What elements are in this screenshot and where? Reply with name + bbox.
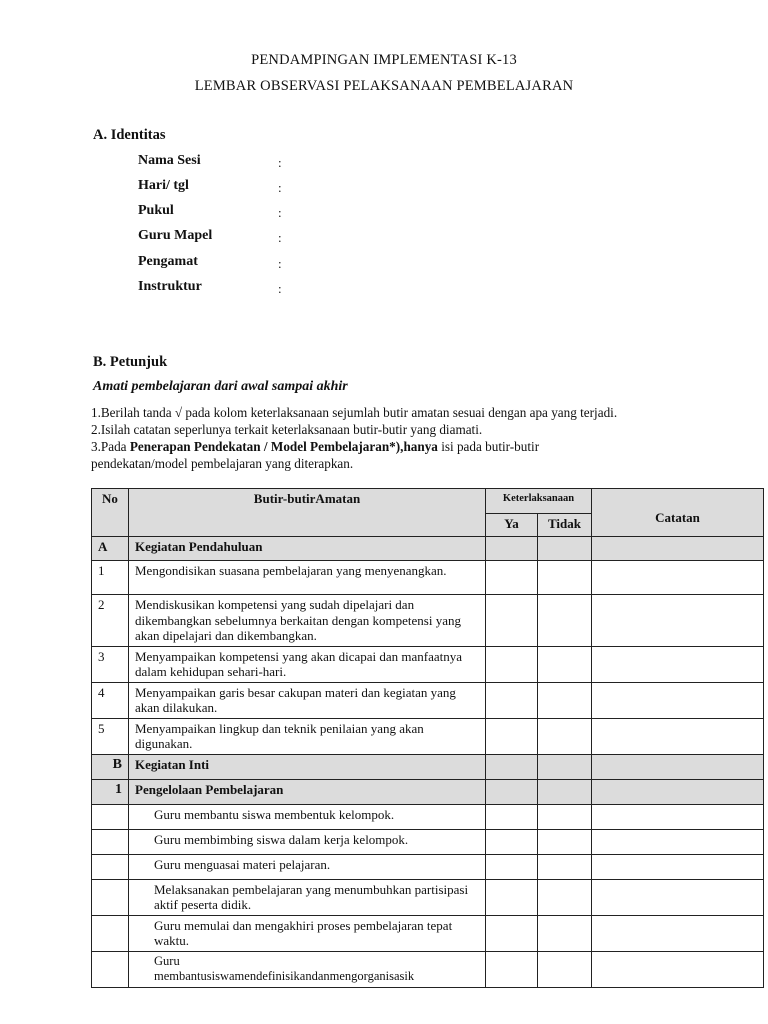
field-colon: : <box>278 256 282 271</box>
row-number <box>92 854 129 879</box>
ya-cell[interactable] <box>486 561 538 595</box>
instruction-line-3-start: 3.Pada <box>91 439 130 454</box>
row-text: Menyampaikan garis besar cakupan materi dan kegiatan yang akan dilakukan. <box>129 682 486 718</box>
tidak-cell[interactable] <box>538 537 592 561</box>
page-title: PENDAMPINGAN IMPLEMENTASI K-13 <box>251 52 517 68</box>
tidak-cell[interactable] <box>538 804 592 829</box>
table-row <box>92 804 764 829</box>
subsection-row-b1 <box>92 779 764 804</box>
catatan-cell[interactable] <box>592 682 764 718</box>
tidak-cell[interactable] <box>538 829 592 854</box>
field-label-guru-mapel: Guru Mapel <box>138 228 213 243</box>
table-row <box>92 561 764 595</box>
ya-cell[interactable] <box>486 754 538 779</box>
instructions-subtitle: Amati pembelajaran dari awal sampai akhir <box>93 379 348 394</box>
tidak-cell[interactable] <box>538 595 592 647</box>
row-number <box>92 951 129 987</box>
section-a-heading: A. Identitas <box>93 127 166 143</box>
instructions-block <box>91 404 763 472</box>
field-colon: : <box>278 205 282 220</box>
ya-cell[interactable] <box>486 646 538 682</box>
row-number <box>92 804 129 829</box>
catatan-cell[interactable] <box>592 646 764 682</box>
row-text-guru: Guru <box>154 953 180 968</box>
catatan-cell[interactable] <box>592 754 764 779</box>
ya-cell[interactable] <box>486 915 538 951</box>
field-colon: : <box>278 281 282 296</box>
table-row <box>92 718 764 754</box>
field-label-pukul: Pukul <box>138 203 174 218</box>
section-b-label: Kegiatan Inti <box>129 754 486 779</box>
header-tidak: Tidak <box>538 514 592 537</box>
catatan-cell[interactable] <box>592 595 764 647</box>
row-number <box>92 879 129 915</box>
section-row-b <box>92 754 764 779</box>
field-colon: : <box>278 180 282 195</box>
table-row <box>92 915 764 951</box>
catatan-cell[interactable] <box>592 854 764 879</box>
page-subtitle: LEMBAR OBSERVASI PELAKSANAAN PEMBELAJARAN <box>194 78 574 94</box>
tidak-cell[interactable] <box>538 779 592 804</box>
catatan-cell[interactable] <box>592 879 764 915</box>
row-number: 4 <box>92 682 129 718</box>
row-number: 1 <box>92 561 129 595</box>
ya-cell[interactable] <box>486 537 538 561</box>
row-number <box>92 915 129 951</box>
row-text: Menyampaikan lingkup dan teknik penilaian yang akan digunakan. <box>129 718 486 754</box>
section-b-no: B <box>92 754 129 779</box>
catatan-cell[interactable] <box>592 951 764 987</box>
ya-cell[interactable] <box>486 595 538 647</box>
row-text: Guru menguasai materi pelajaran. <box>129 854 486 879</box>
tidak-cell[interactable] <box>538 561 592 595</box>
header-no: No <box>92 489 129 537</box>
field-colon: : <box>278 230 282 245</box>
field-label-nama-sesi: Nama Sesi <box>138 153 201 168</box>
section-a-no: A <box>92 537 129 561</box>
instruction-line-1: 1.Berilah tanda √ pada kolom keterlaksanaan sejumlah butir amatan sesuai dengan apa yang terjadi. <box>91 405 618 420</box>
catatan-cell[interactable] <box>592 718 764 754</box>
table-header-row <box>92 489 764 514</box>
row-text: Guru membimbing siswa dalam kerja kelompok. <box>129 829 486 854</box>
instruction-line-3 <box>91 438 763 455</box>
header-ya: Ya <box>486 514 538 537</box>
section-row-a <box>92 537 764 561</box>
ya-cell[interactable] <box>486 879 538 915</box>
tidak-cell[interactable] <box>538 915 592 951</box>
tidak-cell[interactable] <box>538 682 592 718</box>
field-label-instruktur: Instruktur <box>138 279 202 294</box>
ya-cell[interactable] <box>486 804 538 829</box>
row-text <box>129 951 486 987</box>
instruction-line-3-end: isi pada butir-butir <box>437 439 540 454</box>
header-butir-amatan: Butir-butirAmatan <box>129 489 486 537</box>
tidak-cell[interactable] <box>538 646 592 682</box>
row-text: Guru membantu siswa membentuk kelompok. <box>129 804 486 829</box>
table-row <box>92 854 764 879</box>
catatan-cell[interactable] <box>592 829 764 854</box>
subsection-b1-no: 1 <box>92 779 129 804</box>
tidak-cell[interactable] <box>538 854 592 879</box>
tidak-cell[interactable] <box>538 754 592 779</box>
row-text: Menyampaikan kompetensi yang akan dicapai dan manfaatnya dalam kehidupan sehari-hari. <box>129 646 486 682</box>
row-text: Mendiskusikan kompetensi yang sudah dipelajari dan dikembangkan sebelumnya berkaitan dengan kompetensi yang akan dipelajari dan dikembangkan. <box>129 595 486 647</box>
ya-cell[interactable] <box>486 854 538 879</box>
row-number: 2 <box>92 595 129 647</box>
ya-cell[interactable] <box>486 779 538 804</box>
row-text: Mengondisikan suasana pembelajaran yang menyenangkan. <box>129 561 486 595</box>
field-colon: : <box>278 155 282 170</box>
table-row <box>92 829 764 854</box>
table-row <box>92 646 764 682</box>
catatan-cell[interactable] <box>592 804 764 829</box>
tidak-cell[interactable] <box>538 718 592 754</box>
row-text-cont: membantusiswamendefinisikandanmengorganisasik <box>154 969 415 983</box>
section-a-label: Kegiatan Pendahuluan <box>129 537 486 561</box>
catatan-cell[interactable] <box>592 915 764 951</box>
section-b-heading: B. Petunjuk <box>93 354 168 370</box>
catatan-cell[interactable] <box>592 779 764 804</box>
table-row <box>92 595 764 647</box>
observation-table <box>91 488 764 988</box>
ya-cell[interactable] <box>486 718 538 754</box>
field-label-pengamat: Pengamat <box>138 254 198 269</box>
instruction-line-2: 2.Isilah catatan seperlunya terkait keterlaksanaan butir-butir yang diamati. <box>91 422 483 437</box>
row-number: 5 <box>92 718 129 754</box>
tidak-cell[interactable] <box>538 879 592 915</box>
row-number: 3 <box>92 646 129 682</box>
header-keterlaksanaan: Keterlaksanaan <box>486 489 592 514</box>
instruction-line-4: pendekatan/model pembelajaran yang diterapkan. <box>91 456 354 471</box>
ya-cell[interactable] <box>486 829 538 854</box>
field-label-hari-tgl: Hari/ tgl <box>138 178 189 193</box>
subsection-b1-label: Pengelolaan Pembelajaran <box>129 779 486 804</box>
instruction-line-3-bold: Penerapan Pendekatan / Model Pembelajaran*),hanya <box>129 439 438 454</box>
row-text: Melaksanakan pembelajaran yang menumbuhkan partisipasi aktif peserta didik. <box>129 879 486 915</box>
header-catatan: Catatan <box>592 489 764 537</box>
catatan-cell[interactable] <box>592 561 764 595</box>
row-text: Guru memulai dan mengakhiri proses pembelajaran tepat waktu. <box>129 915 486 951</box>
table-row <box>92 879 764 915</box>
row-number <box>92 829 129 854</box>
tidak-cell[interactable] <box>538 951 592 987</box>
ya-cell[interactable] <box>486 951 538 987</box>
ya-cell[interactable] <box>486 682 538 718</box>
table-row <box>92 951 764 987</box>
table-row <box>92 682 764 718</box>
catatan-cell[interactable] <box>592 537 764 561</box>
